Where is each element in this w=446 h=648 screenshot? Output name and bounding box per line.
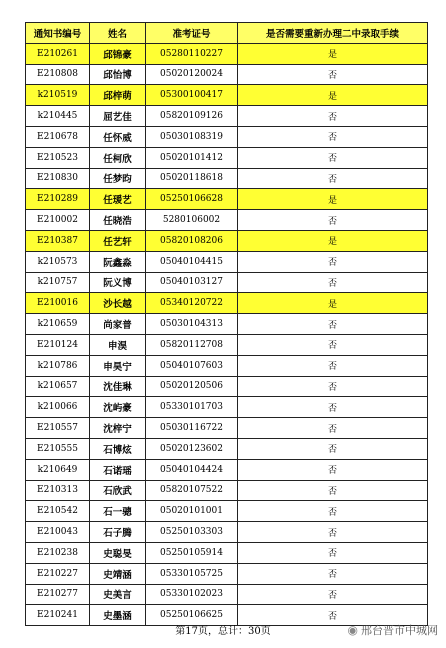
- cell-exam-no: 05040104415: [146, 251, 238, 272]
- cell-notice-id: k210786: [26, 355, 90, 376]
- cell-name: 申昊宁: [90, 355, 146, 376]
- cell-need-reprocess: 否: [238, 563, 428, 584]
- table-row: [26, 106, 428, 127]
- cell-name: 屈艺佳: [90, 106, 146, 127]
- table-row: [26, 480, 428, 501]
- cell-need-reprocess: 否: [238, 251, 428, 272]
- cell-notice-id: E210227: [26, 563, 90, 584]
- table-row: [26, 376, 428, 397]
- table-row: [26, 126, 428, 147]
- table-row: [26, 459, 428, 480]
- cell-exam-no: 05280110227: [146, 43, 238, 64]
- cell-name: 沈佳琳: [90, 376, 146, 397]
- cell-name: 邱锦豪: [90, 43, 146, 64]
- cell-exam-no: 05330102023: [146, 584, 238, 605]
- table-row: [26, 230, 428, 251]
- table-row: [26, 438, 428, 459]
- cell-exam-no: 05020101001: [146, 501, 238, 522]
- header-exam-no: 准考证号: [146, 23, 238, 44]
- cell-notice-id: E210557: [26, 418, 90, 439]
- table-row: [26, 334, 428, 355]
- cell-need-reprocess: 否: [238, 522, 428, 543]
- cell-notice-id: k210657: [26, 376, 90, 397]
- cell-need-reprocess: 否: [238, 605, 428, 626]
- cell-notice-id: E210002: [26, 210, 90, 231]
- cell-name: 任梦昀: [90, 168, 146, 189]
- cell-exam-no: 05040107603: [146, 355, 238, 376]
- cell-name: 石博炫: [90, 438, 146, 459]
- cell-name: 阮义博: [90, 272, 146, 293]
- cell-notice-id: k210445: [26, 106, 90, 127]
- cell-notice-id: k210649: [26, 459, 90, 480]
- cell-name: 石欣武: [90, 480, 146, 501]
- cell-notice-id: k210659: [26, 314, 90, 335]
- cell-need-reprocess: 否: [238, 418, 428, 439]
- cell-notice-id: k210757: [26, 272, 90, 293]
- table-row: [26, 355, 428, 376]
- cell-exam-no: 05020118618: [146, 168, 238, 189]
- header-need-reprocess: 是否需要重新办理二中录取手续: [238, 23, 428, 44]
- cell-need-reprocess: 是: [238, 43, 428, 64]
- cell-need-reprocess: 否: [238, 501, 428, 522]
- cell-name: 邱梓萌: [90, 85, 146, 106]
- table-row: [26, 563, 428, 584]
- cell-notice-id: E210261: [26, 43, 90, 64]
- cell-exam-no: 05020123602: [146, 438, 238, 459]
- cell-need-reprocess: 是: [238, 293, 428, 314]
- cell-name: 沙长越: [90, 293, 146, 314]
- cell-exam-no: 05030108319: [146, 126, 238, 147]
- cell-notice-id: E210808: [26, 64, 90, 85]
- cell-notice-id: E210523: [26, 147, 90, 168]
- cell-need-reprocess: 是: [238, 189, 428, 210]
- cell-name: 邱怡博: [90, 64, 146, 85]
- table-row: [26, 43, 428, 64]
- cell-exam-no: 05820108206: [146, 230, 238, 251]
- table-row: [26, 584, 428, 605]
- table-row: [26, 272, 428, 293]
- cell-notice-id: E210238: [26, 542, 90, 563]
- cell-name: 石子腾: [90, 522, 146, 543]
- cell-name: 任怀威: [90, 126, 146, 147]
- table-row: [26, 251, 428, 272]
- cell-need-reprocess: 否: [238, 542, 428, 563]
- page-footer: 第17页，总计：30页: [175, 626, 271, 637]
- cell-name: 申淏: [90, 334, 146, 355]
- cell-name: 阮鑫淼: [90, 251, 146, 272]
- table-row: [26, 522, 428, 543]
- cell-need-reprocess: 否: [238, 106, 428, 127]
- cell-notice-id: E210678: [26, 126, 90, 147]
- cell-name: 石诺瑶: [90, 459, 146, 480]
- cell-notice-id: E210555: [26, 438, 90, 459]
- cell-notice-id: E210277: [26, 584, 90, 605]
- cell-name: 任瑗艺: [90, 189, 146, 210]
- cell-notice-id: E210043: [26, 522, 90, 543]
- cell-need-reprocess: 否: [238, 376, 428, 397]
- cell-notice-id: E210016: [26, 293, 90, 314]
- table-row: [26, 418, 428, 439]
- cell-name: 沈梓宁: [90, 418, 146, 439]
- table-row: [26, 189, 428, 210]
- header-name: 姓名: [90, 23, 146, 44]
- cell-notice-id: E210387: [26, 230, 90, 251]
- cell-notice-id: E210830: [26, 168, 90, 189]
- cell-exam-no: 05020101412: [146, 147, 238, 168]
- cell-need-reprocess: 否: [238, 126, 428, 147]
- cell-notice-id: E210313: [26, 480, 90, 501]
- cell-exam-no: 5280106002: [146, 210, 238, 231]
- cell-exam-no: 05250106628: [146, 189, 238, 210]
- cell-name: 史美言: [90, 584, 146, 605]
- table-header-row: [26, 23, 428, 44]
- table-row: [26, 210, 428, 231]
- cell-name: 任艺轩: [90, 230, 146, 251]
- table-row: [26, 314, 428, 335]
- cell-name: 史聪旻: [90, 542, 146, 563]
- cell-exam-no: 05300100417: [146, 85, 238, 106]
- cell-exam-no: 05040103127: [146, 272, 238, 293]
- cell-exam-no: 05040104424: [146, 459, 238, 480]
- watermark: [348, 622, 438, 638]
- cell-notice-id: k210519: [26, 85, 90, 106]
- cell-name: 任晓浩: [90, 210, 146, 231]
- cell-exam-no: 05250105914: [146, 542, 238, 563]
- table-row: [26, 501, 428, 522]
- cell-exam-no: 05820112708: [146, 334, 238, 355]
- wechat-icon: ◉: [347, 623, 358, 637]
- cell-need-reprocess: 否: [238, 334, 428, 355]
- watermark-text: 邢台晋市中城网: [361, 624, 438, 637]
- cell-need-reprocess: 否: [238, 459, 428, 480]
- table-row: [26, 168, 428, 189]
- cell-notice-id: k210573: [26, 251, 90, 272]
- cell-exam-no: 05030104313: [146, 314, 238, 335]
- cell-need-reprocess: 否: [238, 210, 428, 231]
- cell-notice-id: E210542: [26, 501, 90, 522]
- cell-need-reprocess: 是: [238, 85, 428, 106]
- cell-need-reprocess: 否: [238, 355, 428, 376]
- cell-name: 史墨涵: [90, 605, 146, 626]
- cell-name: 石一骢: [90, 501, 146, 522]
- cell-need-reprocess: 否: [238, 584, 428, 605]
- table-row: [26, 64, 428, 85]
- cell-need-reprocess: 否: [238, 397, 428, 418]
- cell-notice-id: E210289: [26, 189, 90, 210]
- cell-exam-no: 05820107522: [146, 480, 238, 501]
- cell-need-reprocess: 否: [238, 64, 428, 85]
- cell-exam-no: 05030116722: [146, 418, 238, 439]
- cell-need-reprocess: 否: [238, 272, 428, 293]
- table-row: [26, 293, 428, 314]
- cell-need-reprocess: 否: [238, 314, 428, 335]
- cell-exam-no: 05340120722: [146, 293, 238, 314]
- cell-name: 任柯欣: [90, 147, 146, 168]
- cell-notice-id: E210241: [26, 605, 90, 626]
- table-row: [26, 147, 428, 168]
- cell-name: 史靖涵: [90, 563, 146, 584]
- cell-exam-no: 05820109126: [146, 106, 238, 127]
- table-row: [26, 85, 428, 106]
- cell-notice-id: k210066: [26, 397, 90, 418]
- cell-exam-no: 05020120506: [146, 376, 238, 397]
- cell-need-reprocess: 否: [238, 147, 428, 168]
- cell-exam-no: 05330105725: [146, 563, 238, 584]
- cell-exam-no: 05250106625: [146, 605, 238, 626]
- admission-table: [25, 22, 428, 626]
- cell-exam-no: 05250103303: [146, 522, 238, 543]
- table-row: [26, 542, 428, 563]
- cell-name: 尚家普: [90, 314, 146, 335]
- cell-exam-no: 05330101703: [146, 397, 238, 418]
- cell-need-reprocess: 是: [238, 230, 428, 251]
- cell-need-reprocess: 否: [238, 168, 428, 189]
- cell-notice-id: E210124: [26, 334, 90, 355]
- cell-exam-no: 05020120024: [146, 64, 238, 85]
- cell-need-reprocess: 否: [238, 480, 428, 501]
- table-row: [26, 397, 428, 418]
- cell-name: 沈屿豪: [90, 397, 146, 418]
- cell-need-reprocess: 否: [238, 438, 428, 459]
- header-notice-id: 通知书编号: [26, 23, 90, 44]
